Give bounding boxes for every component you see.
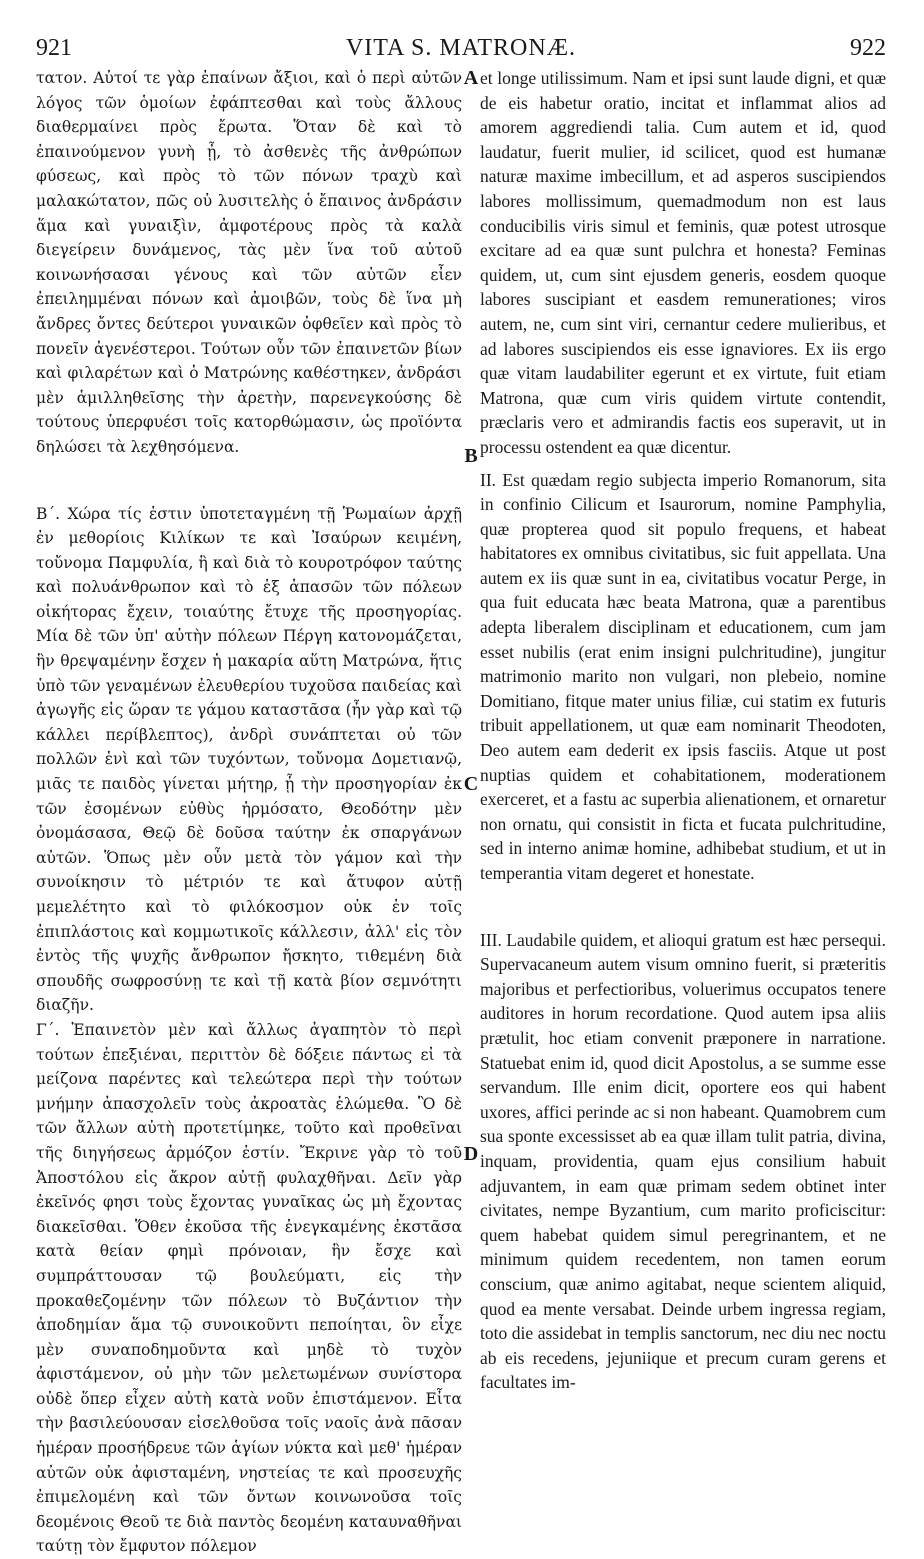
running-title: VITA S. MATRONÆ. [345, 35, 577, 61]
latin-paragraph-1: et longe utilissimum. Nam et ipsi sunt laude digni, et quæ de eis habetur oratio, incitat et inflammat alios ad amorem aggrediendi talia. Cum autem et id, quod laudatur, fuerit mulier, id scilicet, quod est humanæ naturæ maxime imbecillum, et ad asperos suscipiendos labores mollissimum, quemadmodum non est laus conducibilis viris simul et feminis, quæ potest utrosque excitare ad ea quæ sunt pulchra et honesta? Feminas quidem, ut, cum sint ejusdem generis, eosdem quoque labores suscipiant et easdem remunerationes; viros autem, ne, cum sint viri, cernantur cedere mulieribus, et ad labores suscipiendos eis esse ignaviores. Ex iis ergo quæ vitam laudabiliter egerunt et ex virtute, fuit etiam Matrona, quæ cum viris quidem virtute contendit, præclaris vero et admirandis factis eos superavit, ut in processu ostendent ea quæ dicentur. [480, 68, 886, 457]
greek-paragraph-2: Β΄. Χώρα τίς ἐστιν ὑποτεταγμένη τῇ Ῥωμαίων ἀρχῇ ἐν μεθορίοις Κιλίκων τε καὶ Ἰσαύρων κειμένη, τοὔνομα Παμφυλία, ἣ καὶ διὰ τὸ κουροτρόφον ταύτης καὶ πολυάνθρωπον καὶ τὸ ἐξ ἁπασῶν τῶν πόλεων οἰκήτορας ἔχειν, τοιαύτης ἔτυχε τῆς προσηγορίας. Μία δὲ τῶν ὑπ' αὐτὴν πόλεων Πέργη κατονομάζεται, ἣν θρεψαμένην ἔσχεν ἡ μακαρία αὕτη Ματρώνα, ἥτις ὑπὸ τῶν γεναμένων ἐλευθερίου τυχοῦσα παιδείας καὶ ἀγωγῆς εἰς ὥραν τε γάμου καταστᾶσα (ἦν γὰρ καὶ τῷ κάλλει περίβλεπτος), ἀνδρὶ συνάπτεται οὐ τῶν πολλῶν ἑνὶ καὶ τῶν τυχόντων, τοὔνομα Δομετιανῷ, μιᾶς τε παιδὸς γίνεται μήτηρ, ᾗ τὴν προσηγορίαν ἐκ τῶν ἐσομένων εὐθὺς ἡρμόσατο, Θεοδότην μὲν ὀνομάσασα, Θεῷ δὲ δοῦσα ταύτην ἐκ σπαργάνων αὐτῶν. Ὅπως μὲν οὖν μετὰ τὸν γάμον καὶ τὴν συνοίκησιν τὸ μέτριόν τε καὶ ἄτυφον αὐτῇ μεμελέτητο καὶ τὸ φιλόκοσμον οὐκ ἐν τοῖς ἐπιπλάστοις καὶ κομμωτικοῖς κάλλεσιν, ἀλλ' εἰς τὸν ἐντὸς τῆς ψυχῆς ἄνθρωπον ἤσκητο, τιθεμένη διὰ σπουδῆς σωφροσύνῃ τε καὶ τῇ κατὰ βίον σεμνότητι διαζῆν. [36, 504, 462, 1015]
page-number-left: 921 [36, 35, 72, 61]
greek-column [36, 66, 462, 1559]
latin-column [480, 66, 886, 1395]
section-marker-c: C [463, 773, 479, 795]
section-marker-b: B [464, 445, 478, 467]
section-marker-a: A [463, 67, 479, 89]
latin-paragraph-2: II. Est quædam regio subjecta imperio Romanorum, sita in confinio Cilicum et Isaurorum, nomine Pamphylia, quæ propterea quod sit populo frequens, et habeat habitatores ex omnibus civitatibus, sic fuit appellata. Una autem ex iis quæ sunt in ea, civitatibus vocatur Perge, in qua fuit educata hæc beata Matrona, quæ a parentibus adepta liberalem disciplinam et educationem, cum jam esset nubilis (erat enim insigni pulchritudine), jungitur matrimonio marito non vulgari, non plebeio, nomine Domitiano, fitque mater unius filiæ, cui statim ex futuris tribuit appellationem, ut quæ eam nominarit Theodoten, Deo autem eam dederit ex ipsis fasciis. Atque ut post nuptias quidem et cohabitationem, moderationem exerceret, et a fastu ac superbia alienationem, et ornaretur non ornatu, qui consistit in ficta et fucata pulchritudine, sed in interno animæ homine, adhibebat studium, et ut in temperantia vitam degeret et honestate. [480, 469, 886, 883]
greek-paragraph-1: τατον. Αὐτοί τε γὰρ ἐπαίνων ἄξιοι, καὶ ὁ περὶ αὐτῶν λόγος τῶν ὁμοίων ἐφάπτεσθαι καὶ τοὺς ἄλλους διαθερμαίνει πρὸς ἔρωτα. Ὅταν δὲ καὶ τὸ ἐπαινούμενον γυνὴ ᾖ, τὸ ἀσθενὲς τῆς ἀνθρώπων φύσεως, καὶ πρὸς τὸ τῶν πόνων τραχὺ καὶ μαλακώτατον, πῶς οὐ λυσιτελὴς ὁ ἔπαινος ἀνδράσιν ἅμα καὶ γυναιξὶν, ἀμφοτέρους πρὸς τὰ καλὰ διεγείρειν δυνάμενος, τὰς μὲν ἵνα τοῦ αὐτοῦ κοινωνήσασαι γένους καὶ τῶν αὐτῶν εἶεν ἐπειλημμέναι πόνων καὶ ἀμοιβῶν, τοὺς δὲ ἵνα μὴ ἄνδρες ὄντες δεύτεροι γυναικῶν ὀφθεῖεν καὶ πρὸς τὸ πονεῖν ἀγενέστεροι. Τούτων οὖν τῶν ἐπαινετῶν βίων καὶ φιλαρέτων καὶ ὁ Ματρώνης καθέστηκεν, ἀνδράσι μὲν ἁμιλληθεῖσης τὴν ἀρετὴν, παρενεγκούσης δὲ τούτους ὑπερφυέσι τοῖς κατορθώμασιν, ὡς προϊόντα δηλώσει τὰ λεχθησόμενα. [36, 69, 462, 456]
section-marker-d: D [463, 1143, 479, 1165]
running-header [36, 30, 886, 66]
greek-paragraph-3: Γ΄. Ἐπαινετὸν μὲν καὶ ἄλλως ἀγαπητὸν τὸ περὶ τούτων ἐπεξιέναι, περιττὸν δὲ δόξειε πάντως εἰ τὰ μείζονα παρέντες καὶ τελεώτερα περὶ τὴν τούτων μνήμην ἀπασχολεῖν τοὺς ἀκροατὰς ἑλώμεθα. Ὃ δὲ τῶν ἄλλων αὐτὴ προτετίμηκε, τοῦτο καὶ προθεῖναι τῆς διηγήσεως ἁρμόζον ἐστίν. Ἔκρινε γὰρ τὸ τοῦ Ἀποστόλου εἰς ἄκρον αὐτῇ φυλαχθῆναι. Δεῖν γὰρ ἐκεῖνός φησι τοὺς ἔχοντας γυναῖκας ὡς μὴ ἔχοντας διακεῖσθαι. Ὅθεν ἐκοῦσα τῆς ἐνεγκαμένης ἐκστᾶσα κατὰ θείαν φημὶ πρόνοιαν, ἣν ἔσχε καὶ συμπράττουσαν τῷ βουλεύματι, εἰς τὴν προκαθεζομένην τῶν πόλεων τὸ Βυζάντιον τὴν ἀποδημίαν ἅμα τῷ συνοικοῦντι πεποίηται, ὃν εἶχε μὲν συναποδημοῦντα καὶ μηδὲ τὸ τυχὸν ἀφιστάμενον, οὐ μὴν τῶν μελετωμένων συνίστορα οὐδὲ ὅπερ εἶχεν αὐτὴ κατὰ νοῦν ἐπιστάμενον. Εἶτα τὴν βασιλεύουσαν εἰσελθοῦσα τοῖς ναοῖς ἀνὰ πᾶσαν ἡμέραν προσήδρευε τῶν ἁγίων νύκτα καὶ μεθ' ἡμέραν αὐτῶν οὐκ ἀφισταμένη, νηστείας τε καὶ προσευχῆς ἐπιμελομένη καὶ τῶν ὄντων κοινωνοῦσα τοῖς δεομένοις Θεοῦ τε διὰ παντὸς δεομένη καταυναθῆναι ταύτῃ τὸν ἔμφυτον πόλεμον [36, 1020, 462, 1556]
page-number-right: 922 [850, 35, 886, 61]
latin-paragraph-3: III. Laudabile quidem, et alioqui gratum est hæc persequi. Supervacaneum autem visum omnino fuerit, si præteritis majoribus et perfectioribus, voluerimus occupatos tenere auditores in horum recordatione. Quod autem ipsa aliis prætulit, hoc etiam convenit præponere in narratione. Statuebat enim id, quod dicit Apostolus, a se summe esse servandum. Ille enim dicit, oportere eos qui habent uxores, affici perinde ac si non habeant. Quamobrem cum sua sponte excessisset ab ea quæ illam tulit patria, divina, inquam, providentia, quam ejus consilium habuit adjuvantem, in eam quæ primam sedem obtinet inter civitates, nempe Byzantium, cum marito proficiscitur: quem habebat quidem simul peregrinantem, et ne minimum quidem recedentem, non tamen eorum conscium, quæ animo agitabat, neque scientem aliquid, quod ea mente versabat. Deinde urbem ingressa regiam, toto die assidebat in templis sanctorum, nec diu nec noctu ab eis recedens, jejuniique et precum curam gerens et facultates im- [480, 929, 886, 1393]
